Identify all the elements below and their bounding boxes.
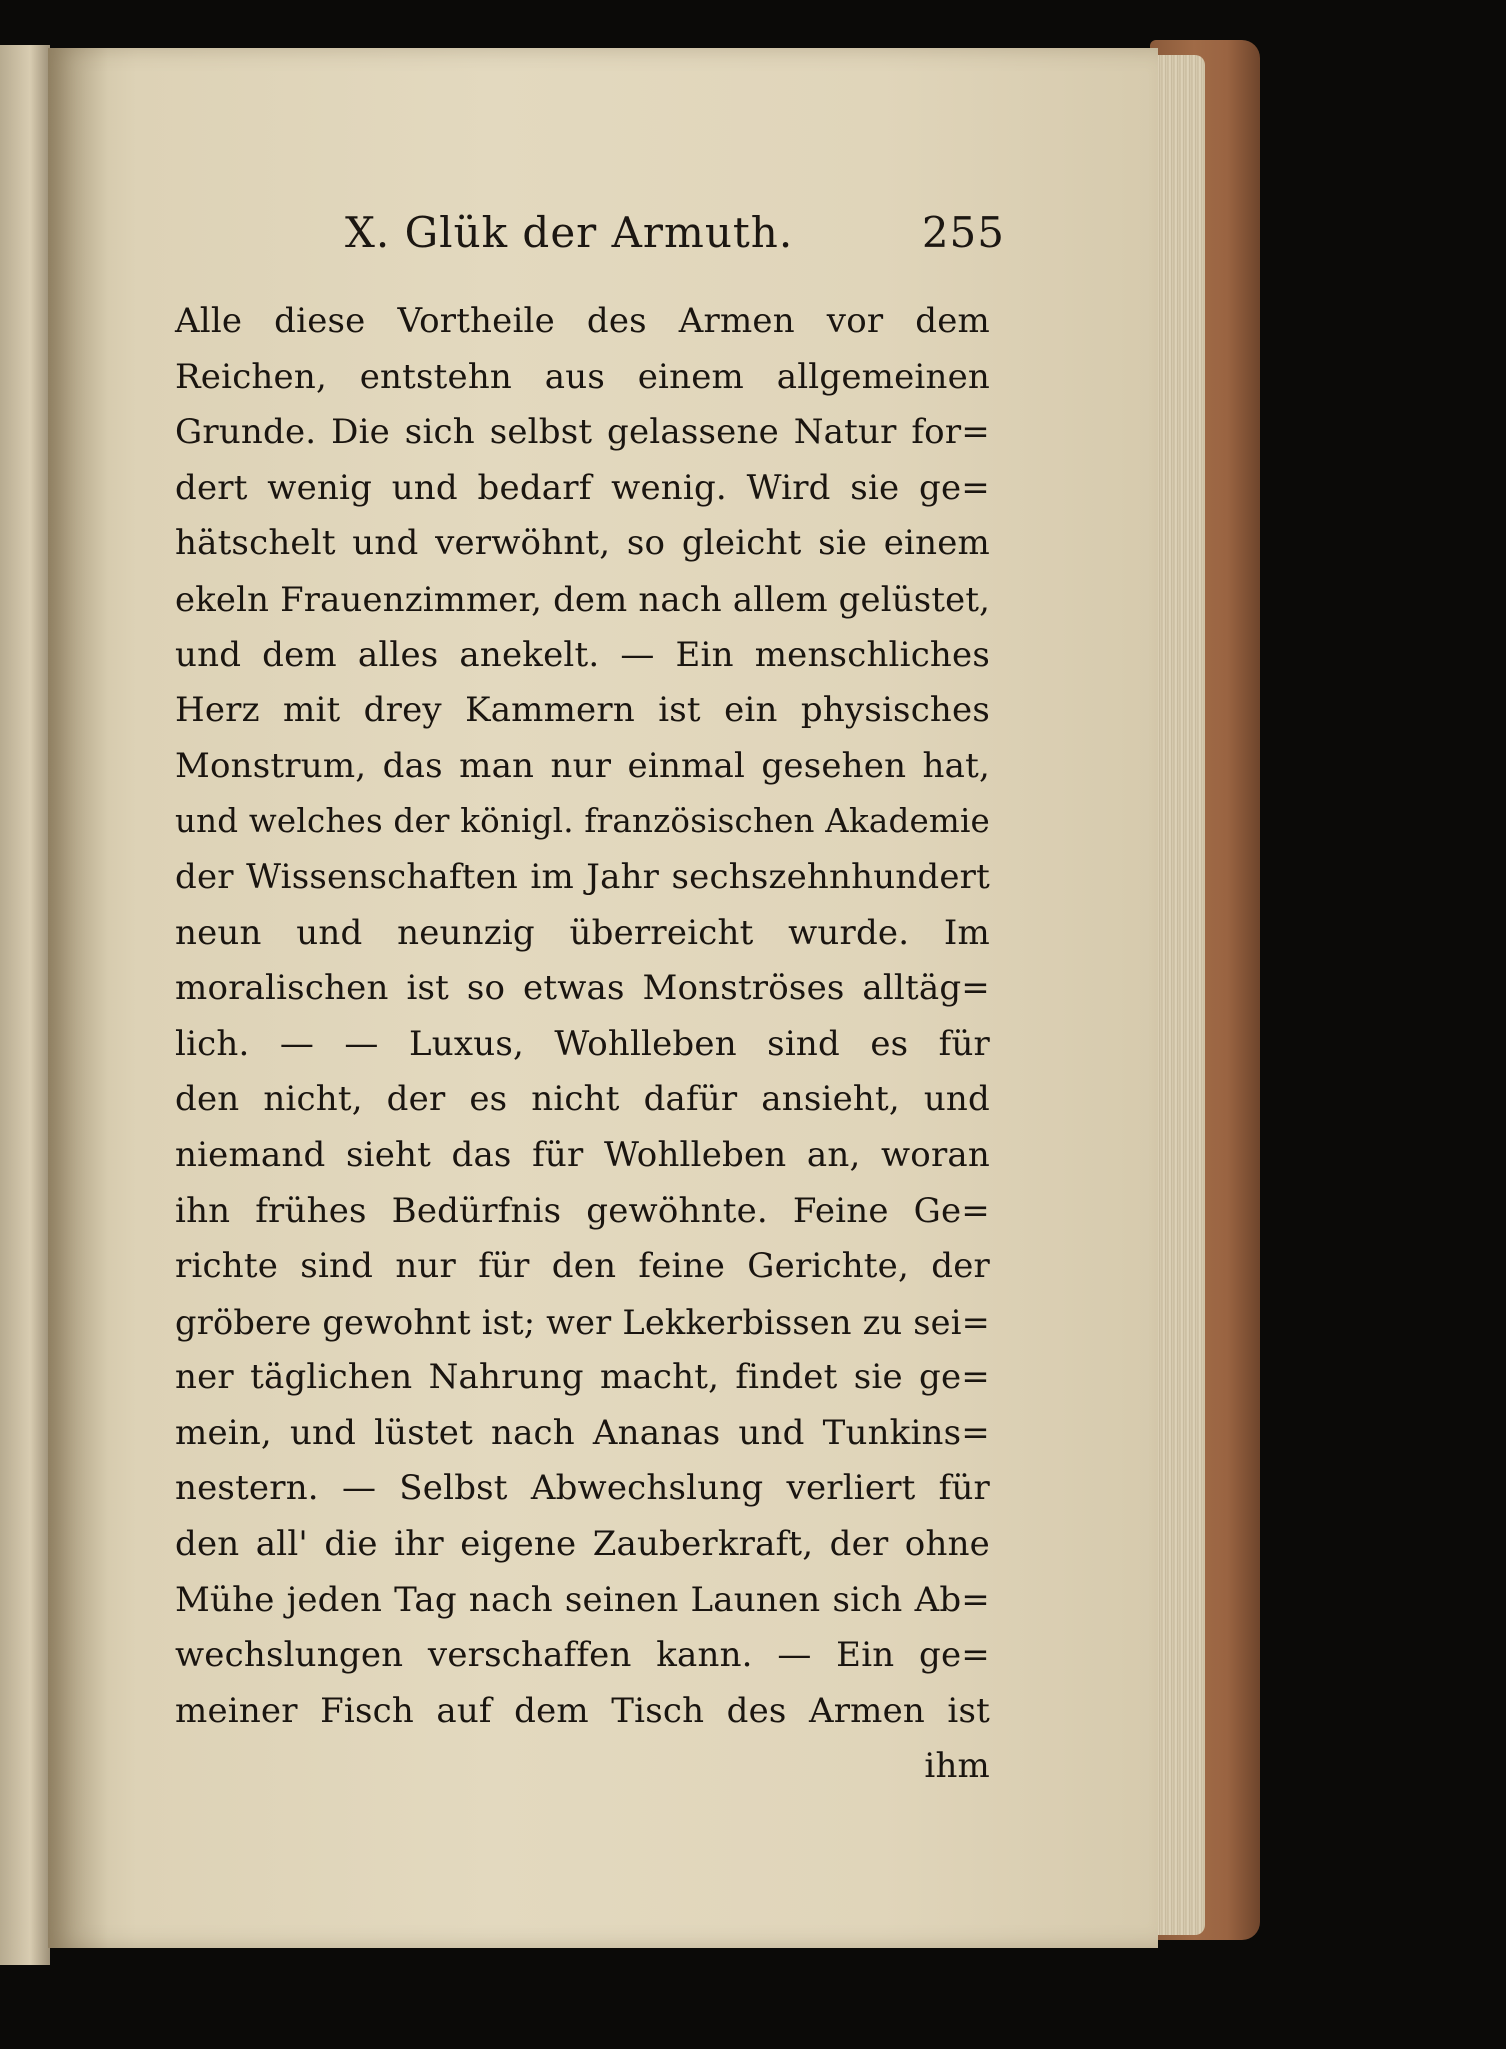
text-line: ner täglichen Nahrung macht, findet sie ge=: [175, 1357, 990, 1398]
text-line: moralischen ist so etwas Monströses alltäg=: [175, 968, 990, 1009]
text-line: Alle diese Vortheile des Armen vor dem: [175, 301, 990, 341]
catchword: ihm: [924, 1746, 990, 1787]
text-line: den nicht, der es nicht dafür ansieht, und: [175, 1079, 990, 1120]
text-line: dert wenig und bedarf wenig. Wird sie ge=: [175, 467, 990, 508]
text-line: niemand sieht das für Wohlleben an, woran: [175, 1134, 990, 1175]
text-line: nestern. — Selbst Abwechslung verliert für: [175, 1468, 990, 1509]
text-line: meiner Fisch auf dem Tisch des Armen ist: [175, 1690, 990, 1731]
text-line: ekeln Frauenzimmer, dem nach allem gelüstet,: [175, 579, 991, 619]
text-line: Herz mit drey Kammern ist ein physisches: [175, 690, 990, 731]
text-line: Reichen, entstehn aus einem allgemeinen: [175, 356, 990, 397]
text-line: den all' die ihr eigene Zauberkraft, der ohne: [175, 1524, 990, 1565]
text-line: ihn frühes Bedürfnis gewöhnte. Feine Ge=: [175, 1190, 990, 1231]
text-line: Mühe jeden Tag nach seinen Launen sich Ab=: [175, 1579, 990, 1620]
gutter-shadow: [48, 48, 108, 1948]
text-line: und welches der königl. französischen Akademie: [175, 802, 990, 841]
text-line: Grunde. Die sich selbst gelassene Natur for=: [175, 412, 990, 453]
facing-page-edge: [0, 45, 50, 1965]
text-line: und dem alles anekelt. — Ein menschliches: [175, 634, 990, 675]
text-line: neun und neunzig überreicht wurde. Im: [175, 912, 990, 953]
text-line: wechslungen verschaffen kann. — Ein ge=: [175, 1635, 990, 1676]
page-number: 255: [921, 208, 1005, 257]
text-line: gröbere gewohnt ist; wer Lekkerbissen zu sei=: [175, 1302, 990, 1342]
text-line: hätschelt und verwöhnt, so gleicht sie einem: [175, 523, 990, 564]
text-line: der Wissenschaften im Jahr sechszehnhundert: [175, 856, 990, 897]
body-text: [175, 294, 990, 1795]
running-title: X. Glük der Armuth.: [345, 208, 794, 257]
text-line: mein, und lüstet nach Ananas und Tunkins=: [175, 1412, 990, 1453]
page-header: [345, 208, 1005, 268]
text-line: lich. — — Luxus, Wohlleben sind es für: [175, 1023, 990, 1064]
text-line: richte sind nur für den feine Gerichte, der: [175, 1246, 990, 1287]
text-line: Monstrum, das man nur einmal gesehen hat,: [175, 745, 990, 786]
